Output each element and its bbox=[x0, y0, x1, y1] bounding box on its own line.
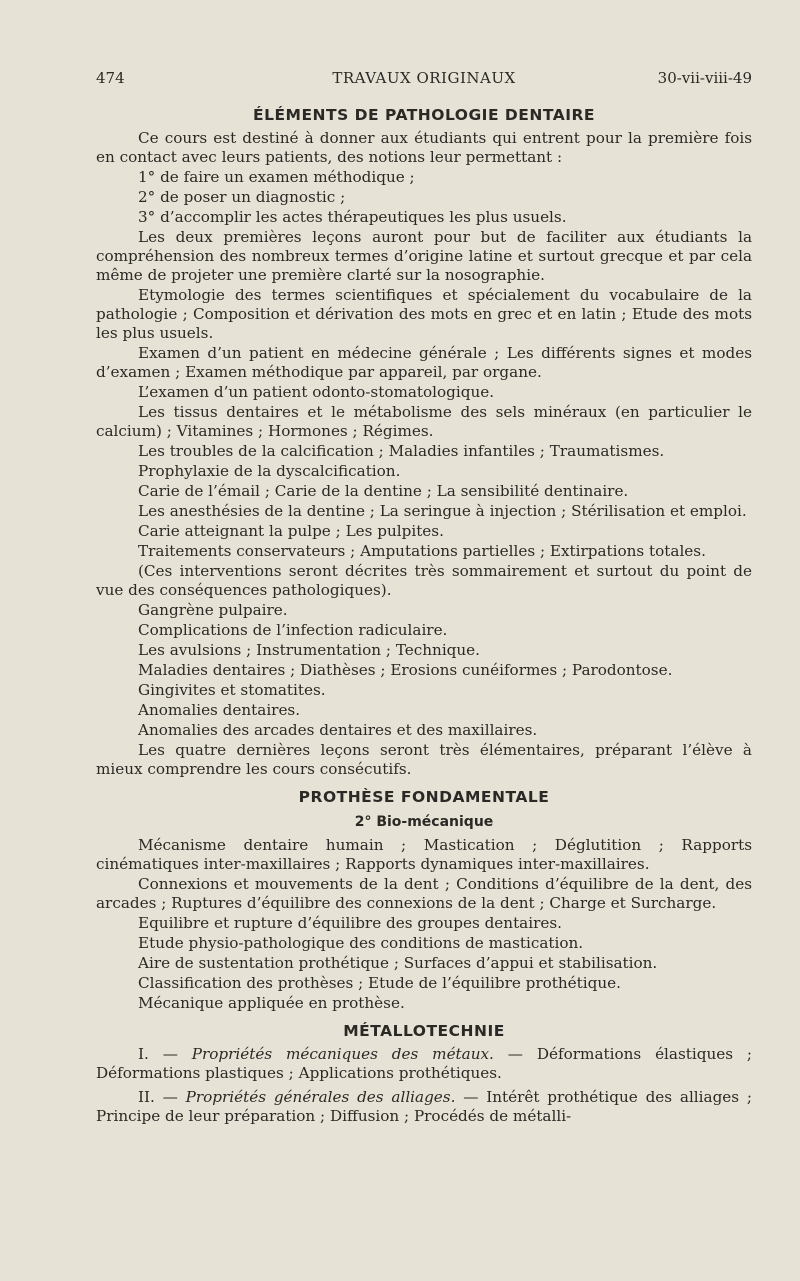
item-heading: Propriétés générales des alliages. bbox=[185, 1088, 456, 1106]
paragraph: Complications de l’infection radiculaire. bbox=[138, 621, 448, 639]
paragraph: Mécanisme dentaire humain ; Mastication ; Déglutition ; Rapports cinématiques inter-maxillaires ; Rapports dynamiques inter-maxillaires. bbox=[96, 836, 752, 873]
metallotechnie-item bbox=[96, 1088, 752, 1127]
paragraph: Equilibre et rupture d’équilibre des groupes dentaires. bbox=[138, 914, 562, 932]
paragraph: Les tissus dentaires et le métabolisme des sels minéraux (en particulier le calcium) ; Vitamines ; Hormones ; Régimes. bbox=[96, 403, 752, 440]
paragraph: Etude physio-pathologique des conditions de mastication. bbox=[138, 934, 584, 952]
paragraph: 3° d’accomplir les actes thérapeutiques les plus usuels. bbox=[138, 208, 567, 226]
running-title: TRAVAUX ORIGINAUX bbox=[332, 69, 516, 87]
paragraph: Les avulsions ; Instrumentation ; Technique. bbox=[138, 641, 480, 659]
section-metallotechnie-text bbox=[96, 1045, 752, 1127]
paragraph: Classification des prothèses ; Etude de l’équilibre prothétique. bbox=[138, 974, 621, 992]
paragraph: Connexions et mouvements de la dent ; Conditions d’équilibre de la dent, des arcades ; Ruptures d’équilibre des connexions de la dent ; Charge et Surcharge. bbox=[96, 875, 752, 912]
header-date: 30-vii-viii-49 bbox=[657, 69, 752, 87]
metallotechnie-item bbox=[96, 1045, 752, 1084]
paragraph: 1° de faire un examen méthodique ; bbox=[138, 168, 415, 186]
paragraph: Etymologie des termes scientifiques et spécialement du vocabulaire de la pathologie ; Composition et dérivation des mots en grec et en latin ; Etude des mots les plus usuels. bbox=[96, 286, 752, 342]
paragraph: 2° de poser un diagnostic ; bbox=[138, 188, 346, 206]
paragraph: (Ces interventions seront décrites très sommairement et surtout du point de vue des conséquences pathologiques). bbox=[96, 562, 752, 599]
item-number: I. — bbox=[138, 1045, 178, 1063]
paragraph: Aire de sustentation prothétique ; Surfaces d’appui et stabilisation. bbox=[138, 954, 658, 972]
paragraph: Anomalies des arcades dentaires et des maxillaires. bbox=[138, 721, 538, 739]
paragraph: Ce cours est destiné à donner aux étudiants qui entrent pour la première fois en contact avec leurs patients, des notions leur permettant : bbox=[96, 129, 752, 166]
paragraph: Les troubles de la calcification ; Maladies infantiles ; Traumatismes. bbox=[138, 442, 665, 460]
paragraph: Examen d’un patient en médecine générale ; Les différents signes et modes d’examen ; Examen méthodique par appareil, par organe. bbox=[96, 344, 752, 381]
item-text: — Déformations élastiques ; Déformations plastiques ; Applications prothétiques. bbox=[96, 1045, 753, 1082]
paragraph: Gingivites et stomatites. bbox=[138, 681, 326, 699]
item-heading: Propriétés mécaniques des métaux. bbox=[191, 1045, 494, 1063]
section-title-pathologie: ÉLÉMENTS DE PATHOLOGIE DENTAIRE bbox=[252, 106, 596, 124]
paragraph: Carie de l’émail ; Carie de la dentine ; La sensibilité dentinaire. bbox=[138, 482, 629, 500]
running-header bbox=[96, 68, 752, 88]
item-text: — Intérêt prothétique des alliages ; Principe de leur préparation ; Diffusion ; Procédés de métalli- bbox=[96, 1088, 753, 1125]
paragraph: Les deux premières leçons auront pour but de faciliter aux étudiants la compréhension des nombreux termes d’origine latine et surtout grecque et par cela même de projeter une première clarté sur la nosographie. bbox=[96, 228, 752, 284]
paragraph: Les quatre dernières leçons seront très élémentaires, préparant l’élève à mieux comprendre les cours consécutifs. bbox=[96, 741, 752, 778]
paragraph: Carie atteignant la pulpe ; Les pulpites. bbox=[138, 522, 444, 540]
section-pathologie-text bbox=[96, 129, 752, 780]
paragraph: Mécanique appliquée en prothèse. bbox=[138, 994, 405, 1012]
page-number: 474 bbox=[96, 69, 125, 87]
section-prothese-text bbox=[96, 836, 752, 1014]
item-number: II. — bbox=[138, 1088, 178, 1106]
paragraph: Prophylaxie de la dyscalcification. bbox=[138, 462, 401, 480]
paragraph: Gangrène pulpaire. bbox=[138, 601, 288, 619]
paragraph: Les anesthésies de la dentine ; La seringue à injection ; Stérilisation et emploi. bbox=[138, 502, 747, 520]
section-title-metallotechnie: MÉTALLOTECHNIE bbox=[343, 1022, 505, 1040]
paragraph: Traitements conservateurs ; Amputations partielles ; Extirpations totales. bbox=[138, 542, 706, 560]
paragraph: Maladies dentaires ; Diathèses ; Erosions cunéiformes ; Parodontose. bbox=[138, 661, 673, 679]
section-subtitle-biomecanique: 2° Bio-mécanique bbox=[354, 814, 494, 830]
section-title-prothese: PROTHÈSE FONDAMENTALE bbox=[298, 788, 550, 806]
page-body bbox=[96, 106, 752, 1131]
paragraph: Anomalies dentaires. bbox=[138, 701, 301, 719]
paragraph: L’examen d’un patient odonto-stomatologique. bbox=[138, 383, 495, 401]
